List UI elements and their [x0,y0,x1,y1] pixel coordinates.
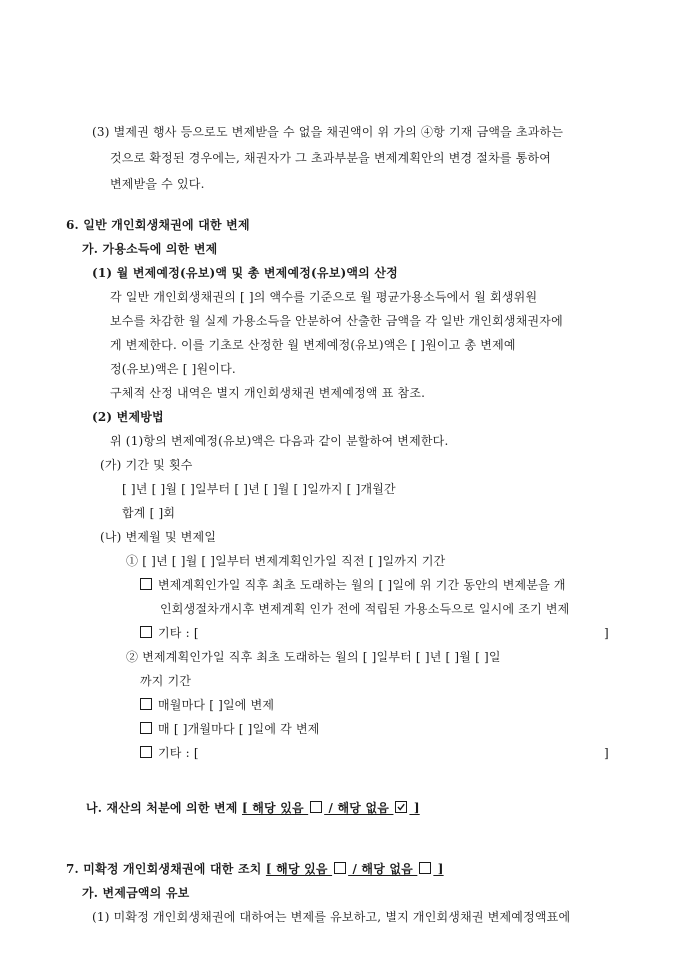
sec7-p1: (1) 미확정 개인회생채권에 대하여는 변제를 유보하고, 별지 개인회생채권 변제예정액표에 [92,910,571,924]
sec3-line3: 변제받을 수 있다. [110,177,205,191]
sec6-ga-label: (가) 기간 및 횟수 [100,458,193,472]
sec6-item1-title: (1) 월 변제예정(유보)액 및 총 변제예정(유보)액의 산정 [92,266,398,280]
c2-option3 [138,745,199,761]
sec7-heading-text: 7. 미확정 개인회생채권에 대한 조치 [66,862,266,876]
c2-option2-checkbox[interactable] [140,722,152,734]
sec6-p1-line5: 구체적 산정 내역은 별지 개인회생채권 변제예정액 표 참조. [110,386,426,400]
c1-option2-text: 기타 : [ [158,626,199,640]
sec3-line1: (3) 별제권 행사 등으로도 변제받을 수 없을 채권액이 위 가의 ④항 기재 금액을 초과하는 [92,125,564,139]
sec7-bracket-mid: / 해당 없음 [348,862,418,876]
c2-option2-text: 매 [ ]개월마다 [ ]일에 각 변제 [158,722,320,736]
c1-option1-line1 [138,577,566,593]
c1-option2-checkbox[interactable] [140,626,152,638]
c2-option3-close-bracket: ] [604,746,609,760]
sec6-item2-title: (2) 변제방법 [92,410,164,424]
c1-option1-text: 변제계획인가일 직후 최초 도래하는 월의 [ ]일에 위 기간 동안의 변제분을 개 [158,578,566,592]
sec6-na-label: (나) 변제월 및 변제일 [100,530,217,544]
sec6-p1-line1: 각 일반 개인회생채권의 [ ]의 액수를 기준으로 월 평균가용소득에서 월 회생위원 [110,290,538,304]
c1-option1-line2: 인회생절차개시후 변제계획 인가 전에 적립된 가용소득으로 일시에 조기 변제 [160,602,570,616]
sec6-sub-na-not-applicable-checkbox[interactable] [395,801,407,813]
sec6-sub-na-bracket-open: [ 해당 있음 [241,801,309,815]
c2-option1 [138,697,274,713]
sec7-sub-ga: 가. 변제금액의 유보 [82,886,190,900]
sec7-not-applicable-checkbox[interactable] [419,862,431,874]
sec6-sub-na-bracket-close: ] [409,801,420,815]
sec6-p2: 위 (1)항의 변제예정(유보)액은 다음과 같이 분할하여 변제한다. [110,434,449,448]
sec6-sub-na-bracket-mid: / 해당 없음 [324,801,394,815]
c1-option2-close-bracket: ] [604,626,609,640]
sec6-c2-line1: ② 변제계획인가일 직후 최초 도래하는 월의 [ ]일부터 [ ]년 [ ]월 [ ]일 [126,650,501,664]
check-mark-icon [396,802,406,812]
sec6-ga-line2: 합계 [ ]회 [122,506,176,520]
c1-option1-checkbox[interactable] [140,578,152,590]
sec7-applicability [266,862,444,876]
sec6-c2-line2: 까지 기간 [140,674,192,688]
sec6-p1-line3: 게 변제한다. 이를 기초로 산정한 월 변제예정(유보)액은 [ ]원이고 총 변제예 [110,338,516,352]
sec7-applicable-checkbox[interactable] [334,862,346,874]
c2-option3-checkbox[interactable] [140,746,152,758]
sec6-sub-ga: 가. 가용소득에 의한 변제 [82,242,218,256]
sec6-c1: ① [ ]년 [ ]월 [ ]일부터 변제계획인가일 직전 [ ]일까지 기간 [126,554,446,568]
sec6-p1-line4: 정(유보)액은 [ ]원이다. [110,362,236,376]
sec6-sub-na-applicability [242,801,420,815]
c2-option1-checkbox[interactable] [140,698,152,710]
sec6-p1-line2: 보수를 차감한 월 실제 가용소득을 안분하여 산출한 금액을 각 일반 개인회생채권자에 [110,314,563,328]
sec7-bracket-open: [ 해당 있음 [265,862,333,876]
sec6-heading: 6. 일반 개인회생채권에 대한 변제 [66,218,250,232]
c1-option2 [138,625,199,641]
c2-option1-text: 매월마다 [ ]일에 변제 [158,698,275,712]
c2-option3-text: 기타 : [ [158,746,199,760]
sec3-line2: 것으로 확정된 경우에는, 채권자가 그 초과부분을 변제계획안의 변경 절차를 통하여 [110,151,552,165]
sec6-sub-na-text: 나. 재산의 처분에 의한 변제 [86,801,242,815]
c2-option2 [138,721,320,737]
sec6-sub-na [86,800,420,816]
sec7-bracket-close: ] [433,862,444,876]
sec7-heading [66,861,444,877]
sec6-ga-line1: [ ]년 [ ]월 [ ]일부터 [ ]년 [ ]월 [ ]일까지 [ ]개월간 [122,482,396,496]
sec6-sub-na-applicable-checkbox[interactable] [310,801,322,813]
